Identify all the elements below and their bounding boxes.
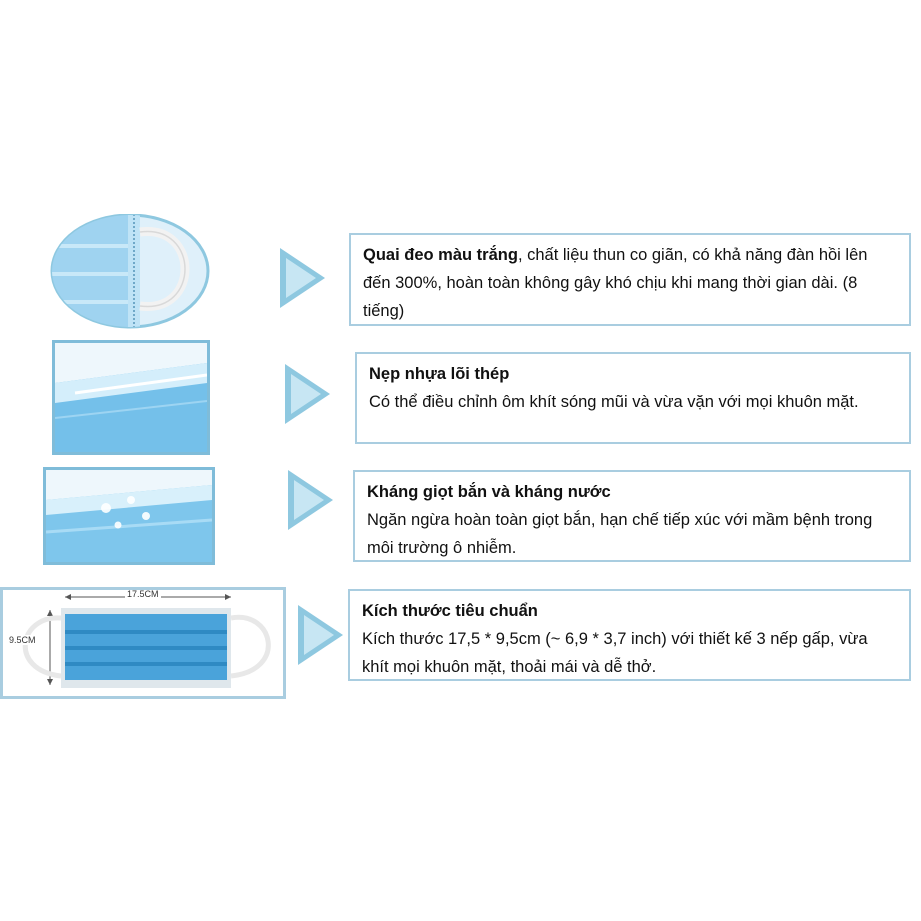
- feature-text: Ngăn ngừa hoàn toàn giọt bắn, hạn chế tiếp xúc với mầm bệnh trong môi trường ô nhiễm.: [367, 511, 873, 557]
- feature-title: Nẹp nhựa lõi thép: [369, 365, 510, 383]
- arrow-icon: [291, 374, 321, 414]
- feature-title: Kích thước tiêu chuẩn: [362, 602, 538, 620]
- ear-loop-image: [50, 214, 210, 329]
- nose-wire-image: [52, 340, 210, 455]
- arrow-icon: [294, 480, 324, 520]
- mask-size-image: [0, 587, 286, 699]
- feature-text: Kích thước 17,5 * 9,5cm (~ 6,9 * 3,7 inch) với thiết kế 3 nếp gấp, vừa khít mọi khuôn mặt, thoải mái và dễ thở.: [362, 630, 868, 676]
- feature-box-ear-loop: [349, 233, 911, 326]
- feature-text: Có thể điều chỉnh ôm khít sóng mũi và vừa vặn với mọi khuôn mặt.: [369, 393, 859, 411]
- feature-title: Quai đeo màu trắng: [363, 246, 518, 264]
- feature-text: , chất liệu thun co giãn, có khả năng đàn hồi lên đến 300%, hoàn toàn không gây khó chịu khi mang thời gian dài. (8 tiếng): [363, 246, 868, 320]
- feature-box-water-resistant: [353, 470, 911, 562]
- feature-box-size: [348, 589, 911, 681]
- arrow-icon: [304, 615, 334, 655]
- width-label: 17.5CM: [127, 589, 159, 599]
- water-droplets-image: [43, 467, 215, 565]
- feature-box-nose-wire: [355, 352, 911, 444]
- height-label: 9.5CM: [9, 635, 36, 645]
- feature-title: Kháng giọt bắn và kháng nước: [367, 483, 611, 501]
